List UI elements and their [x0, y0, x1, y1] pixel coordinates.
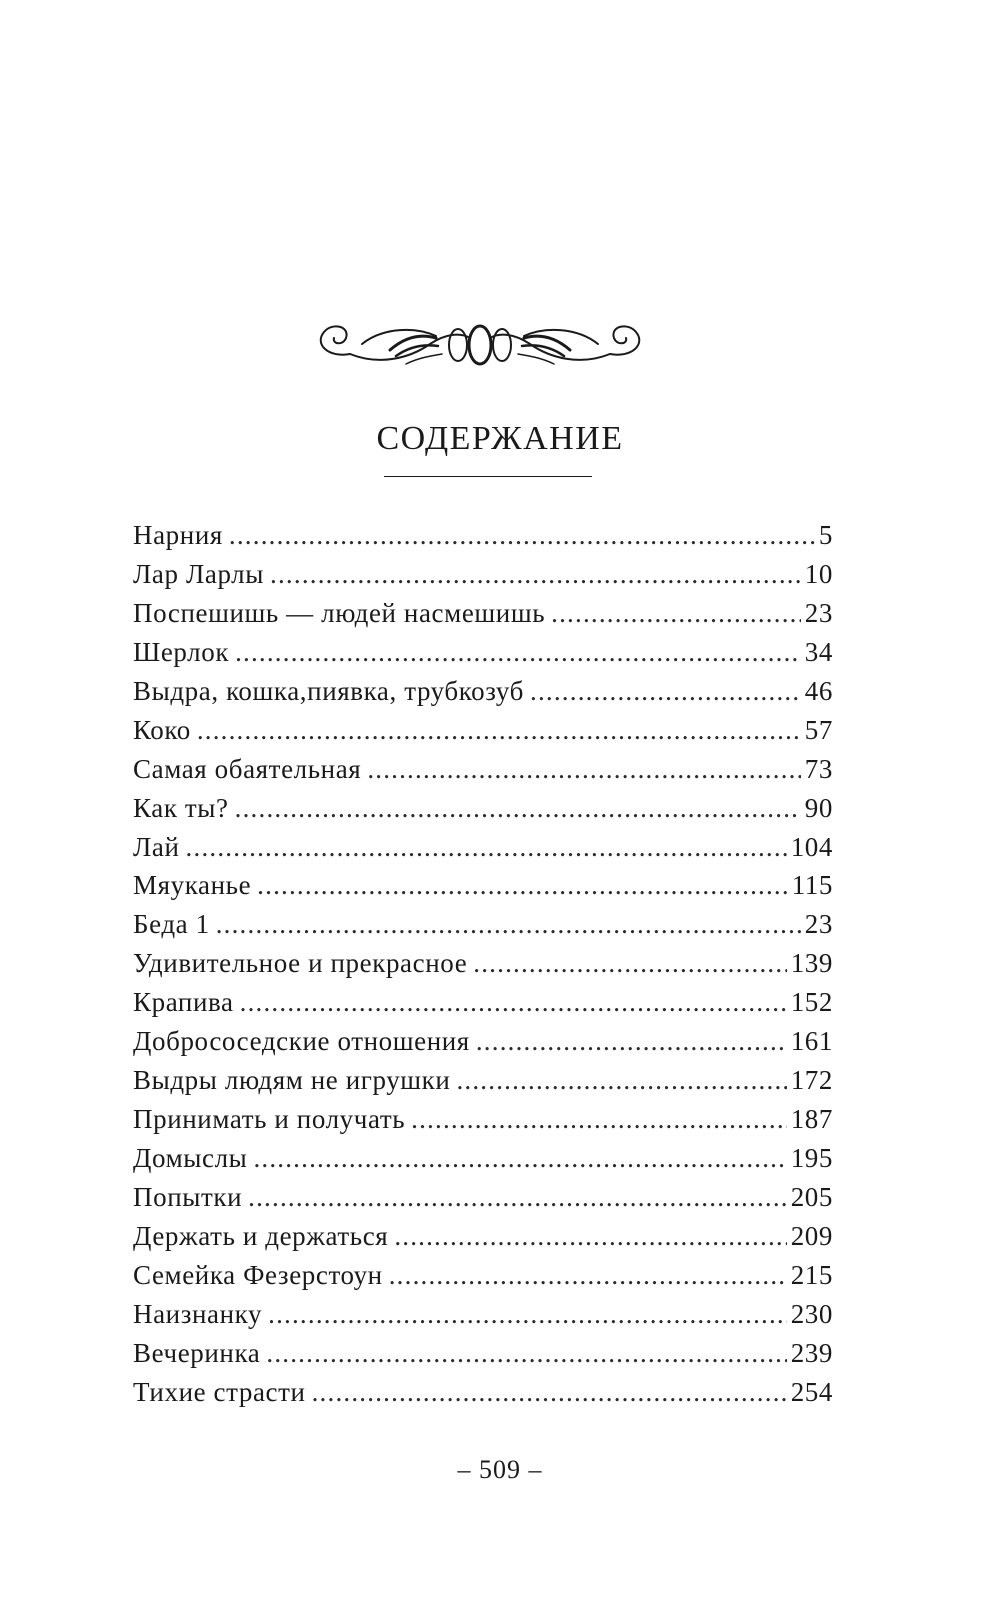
toc-dot-leader — [312, 1377, 787, 1408]
toc-dot-leader — [476, 1026, 787, 1057]
toc-dot-leader — [253, 1143, 786, 1174]
toc-entry — [133, 637, 833, 676]
toc-entry-page: 73 — [804, 753, 833, 784]
toc-entry-title: Коко — [133, 714, 191, 745]
toc-entry-title: Лай — [133, 831, 180, 862]
toc-dot-leader — [389, 1260, 787, 1291]
table-of-contents — [133, 520, 833, 1416]
toc-entry-title: Шерлок — [133, 636, 230, 667]
toc-entry-title: Самая обаятельная — [133, 753, 362, 784]
toc-entry — [133, 559, 833, 598]
toc-entry-title: Мяуканье — [133, 870, 252, 901]
toc-dot-leader — [530, 676, 801, 707]
toc-entry-title: Лар Ларлы — [133, 558, 265, 589]
toc-entry — [133, 1338, 833, 1377]
toc-entry-page: 23 — [804, 909, 833, 940]
toc-entry-title: Как ты? — [133, 792, 229, 823]
toc-entry — [133, 1221, 833, 1260]
toc-entry-title: Домыслы — [133, 1143, 248, 1173]
toc-entry-title: Держать и держаться — [133, 1220, 389, 1251]
toc-dot-leader — [248, 1182, 787, 1213]
toc-entry-page: 215 — [790, 1259, 833, 1290]
toc-entry-title: Крапива — [133, 987, 234, 1018]
toc-entry-page: 10 — [804, 558, 833, 589]
page-number: – 509 – — [457, 1455, 543, 1484]
toc-entry-page: 90 — [804, 792, 833, 823]
toc-entry-title: Выдра, кошка,пиявка, трубкозуб — [133, 675, 524, 706]
toc-entry-page: 205 — [790, 1181, 833, 1212]
toc-entry-page: 46 — [804, 675, 833, 706]
toc-entry — [133, 909, 833, 948]
toc-entry — [133, 1026, 833, 1065]
toc-dot-leader — [456, 1065, 786, 1096]
toc-entry-page: 172 — [790, 1065, 833, 1096]
toc-entry — [133, 1104, 833, 1143]
toc-dot-leader — [257, 870, 788, 901]
toc-entry-title: Добрососедские отношения — [133, 1026, 470, 1057]
title-underline — [384, 476, 592, 477]
toc-entry — [133, 832, 833, 871]
toc-entry — [133, 1143, 833, 1182]
toc-entry-page: 57 — [804, 714, 833, 745]
toc-dot-leader — [411, 1104, 787, 1135]
toc-entry-title: Семейка Фезерстоун — [133, 1259, 383, 1290]
toc-entry-page: 104 — [790, 831, 833, 862]
toc-entry-page: 230 — [790, 1298, 833, 1329]
toc-entry — [133, 1182, 833, 1221]
toc-entry-title: Беда 1 — [133, 909, 210, 940]
toc-entry-title: Поспешишь — людей насмешишь — [133, 597, 546, 628]
toc-dot-leader — [394, 1221, 786, 1252]
toc-entry-title: Нарния — [133, 520, 223, 550]
toc-entry-page: 209 — [790, 1220, 833, 1251]
toc-entry — [133, 870, 833, 909]
toc-entry — [133, 1260, 833, 1299]
toc-entry-title: Попытки — [133, 1181, 243, 1212]
toc-dot-leader — [240, 987, 787, 1018]
toc-dot-leader — [235, 793, 801, 824]
toc-dot-leader — [216, 909, 801, 940]
toc-dot-leader — [270, 559, 801, 590]
toc-entry-page: 139 — [790, 948, 833, 979]
toc-entry-page: 152 — [790, 987, 833, 1018]
toc-dot-leader — [266, 1338, 786, 1369]
toc-entry — [133, 948, 833, 987]
toc-entry — [133, 987, 833, 1026]
toc-entry — [133, 1299, 833, 1338]
toc-dot-leader — [197, 715, 801, 746]
toc-entry — [133, 1377, 833, 1416]
toc-dot-leader — [551, 598, 801, 629]
toc-entry-page: 23 — [804, 597, 833, 628]
toc-entry-page: 239 — [790, 1337, 833, 1368]
toc-entry-page: 5 — [818, 520, 833, 550]
toc-entry-title: Тихие страсти — [133, 1376, 306, 1407]
toc-entry — [133, 676, 833, 715]
toc-entry-title: Удивительное и прекрасное — [133, 948, 468, 979]
toc-dot-leader — [186, 832, 787, 863]
toc-entry — [133, 793, 833, 832]
toc-entry — [133, 598, 833, 637]
toc-entry — [133, 1065, 833, 1104]
toc-entry-title: Принимать и получать — [133, 1104, 406, 1135]
toc-entry-page: 34 — [804, 636, 833, 667]
flourish-ornament-icon — [310, 314, 650, 376]
page-title: СОДЕРЖАНИЕ — [376, 420, 624, 457]
toc-entry — [133, 715, 833, 754]
toc-entry-title: Выдры людям не игрушки — [133, 1065, 451, 1096]
toc-entry-page: 115 — [791, 870, 833, 901]
toc-entry-page: 195 — [790, 1143, 833, 1173]
toc-entry-title: Вечеринка — [133, 1337, 261, 1368]
toc-entry-page: 187 — [790, 1104, 833, 1135]
toc-entry-page: 254 — [790, 1376, 833, 1407]
toc-dot-leader — [367, 754, 800, 785]
toc-entry — [133, 754, 833, 793]
toc-entry-page: 161 — [790, 1026, 833, 1057]
toc-dot-leader — [235, 637, 801, 668]
toc-dot-leader — [473, 948, 786, 979]
toc-entry — [133, 520, 833, 559]
toc-entry-title: Наизнанку — [133, 1298, 263, 1329]
toc-dot-leader — [229, 520, 815, 551]
toc-dot-leader — [268, 1299, 787, 1330]
